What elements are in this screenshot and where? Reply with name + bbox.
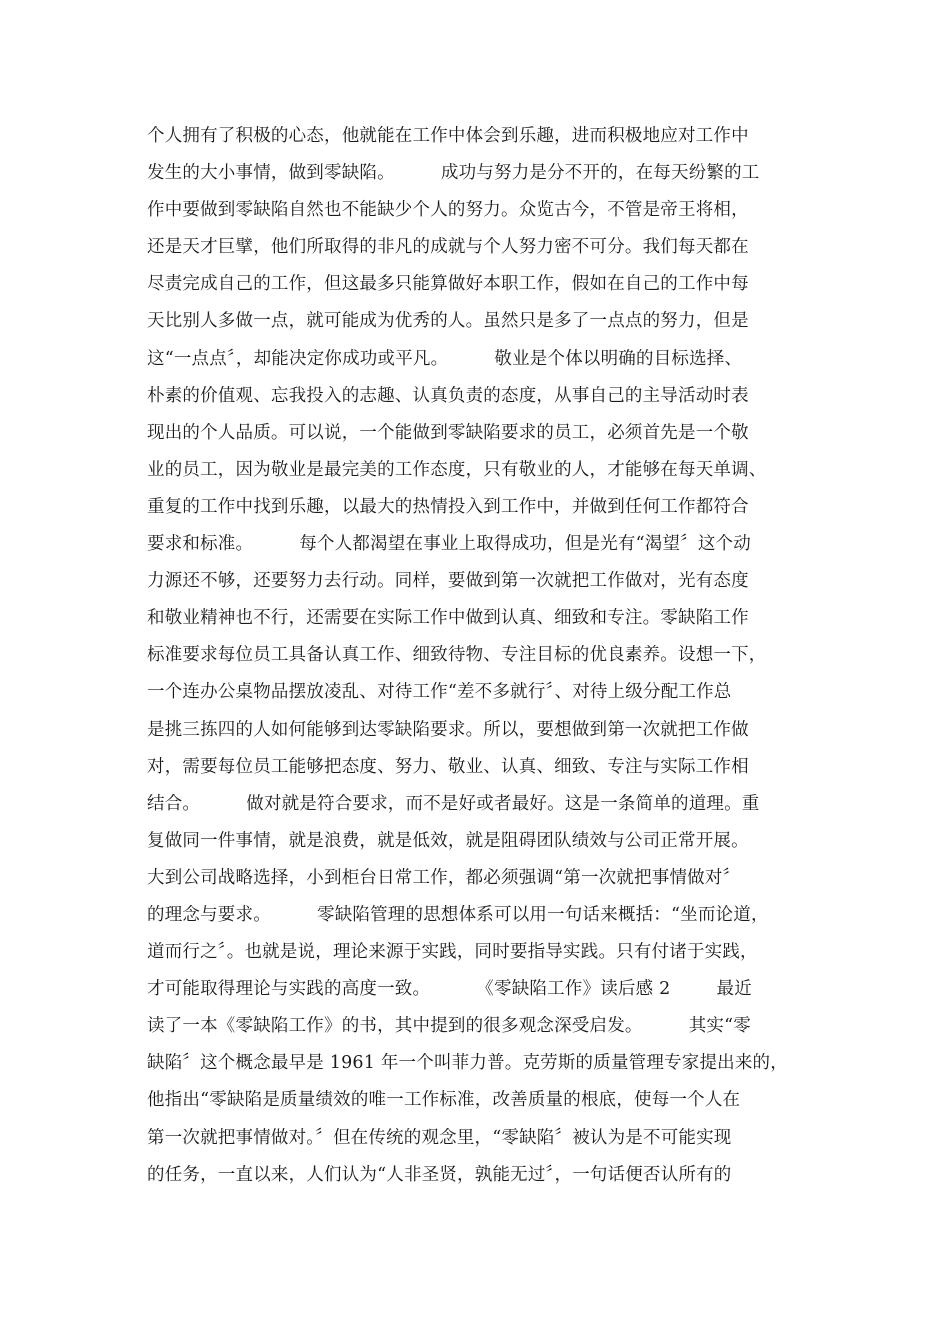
text-line: 结合。 做对就是符合要求，而不是好或者最好。这是一条简单的道理。重 [147, 793, 760, 814]
text-line: 道而行之〞。也就是说，理论来源于实践，同时要指导实践。只有付诸于实践， [147, 942, 758, 963]
text-line: 业的员工，因为敬业是最完美的工作态度，只有敬业的人，才能够在每天单调、 [147, 459, 767, 480]
text-line: 个人拥有了积极的心态，他就能在工作中体会到乐趣，进而积极地应对工作中 [147, 126, 749, 146]
text-line: 这“一点点〞，却能决定你成功或平凡。 敬业是个体以明确的目标选择、 [147, 348, 743, 369]
text-line: 还是天才巨擘，他们所取得的非凡的成就与个人努力密不可分。我们每天都在 [147, 237, 749, 258]
text-line: 和敬业精神也不行，还需要在实际工作中做到认真、细致和专注。零缺陷工作 [147, 608, 749, 629]
text-line: 标准要求每位员工具备认真工作、细致待物、专注目标的优良素养。设想一下， [147, 645, 767, 666]
text-line: 发生的大小事情，做到零缺陷。 成功与努力是分不开的，在每天纷繁的工 [147, 163, 760, 184]
text-line: 尽责完成自己的工作，但这最多只能算做好本职工作，假如在自己的工作中每 [147, 274, 749, 295]
text-line: 的任务，一直以来，人们认为“人非圣贤，孰能无过〞，一句话便否认所有的 [147, 1164, 732, 1185]
text-line: 作中要做到零缺陷自然也不能缺少个人的努力。众览古今，不管是帝王将相， [147, 200, 749, 221]
text-line: 对，需要每位员工能够把态度、努力、敬业、认真、细致、专注与实际工作相 [147, 756, 749, 777]
text-line: 朴素的价值观、忘我投入的志趣、认真负责的态度，从事自己的主导活动时表 [147, 385, 749, 406]
text-line: 是挑三拣四的人如何能够到达零缺陷要求。所以，要想做到第一次就把工作做 [147, 719, 749, 740]
text-line: 他指出“零缺陷是质量绩效的唯一工作标准，改善质量的根底，使每一个人在 [147, 1090, 741, 1111]
text-line: 的理念与要求。 零缺陷管理的思想体系可以用一句话来概括：“坐而论道， [147, 904, 769, 925]
body-text [147, 118, 827, 1194]
text-line: 重复的工作中找到乐趣，以最大的热情投入到工作中，并做到任何工作都符合 [147, 496, 749, 517]
text-line: 现出的个人品质。可以说，一个能做到零缺陷要求的员工，必须首先是一个敬 [147, 422, 749, 443]
text-line: 第一次就把事情做对。〞但在传统的观念里，“零缺陷〞被认为是不可能实现 [147, 1127, 732, 1148]
text-line: 天比别人多做一点，就可能成为优秀的人。虽然只是多了一点点的努力，但是 [147, 311, 749, 332]
text-line: 复做同一件事情，就是浪费，就是低效，就是阻碍团队绩效与公司正常开展。 [147, 830, 749, 851]
text-line: 读了一本《零缺陷工作》的书，其中提到的很多观念深受启发。 其实“零 [147, 1016, 751, 1037]
text-line: 要求和标准。 每个人都渴望在事业上取得成功，但是光有“渴望〞这个动 [147, 534, 751, 555]
text-line: 一个连办公桌物品摆放凌乱、对待工作“差不多就行〞、对待上级分配工作总 [147, 682, 732, 703]
text-line: 才可能取得理论与实践的高度一致。 《零缺陷工作》读后感 2 最近 [147, 979, 752, 1000]
text-line: 缺陷〞这个概念最早是 1961 年一个叫菲力普。克劳斯的质量管理专家提出来的， [147, 1053, 788, 1074]
text-line: 力源还不够，还要努力去行动。同样，要做到第一次就把工作做对，光有态度 [147, 571, 749, 592]
text-line: 大到公司战略选择，小到柜台日常工作，都必须强调“第一次就把事情做对〞 [147, 867, 741, 888]
